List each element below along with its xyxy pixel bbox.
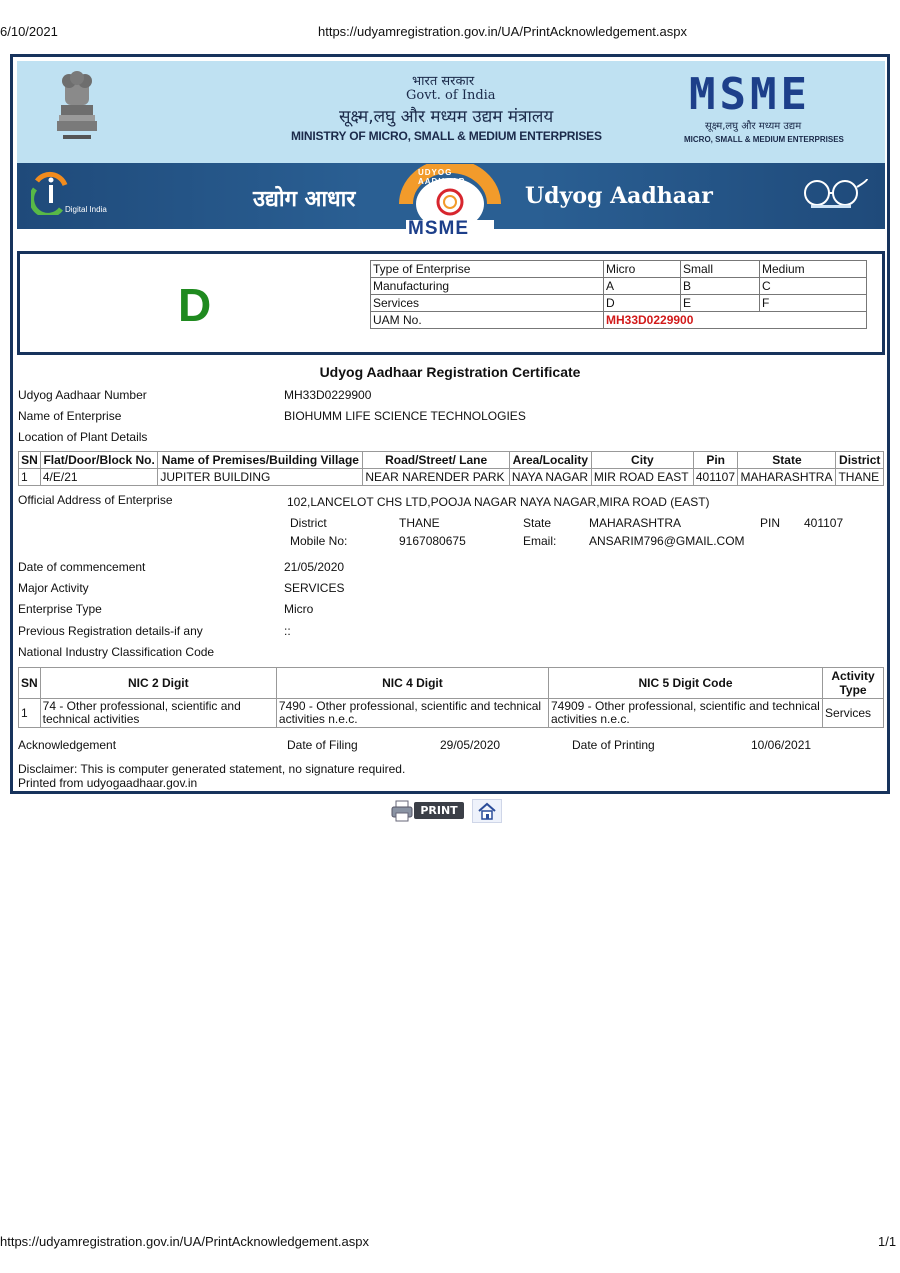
- table-cell: C: [760, 278, 867, 295]
- table-header: SN: [19, 668, 41, 699]
- enterprise-type-label: Enterprise Type: [18, 602, 102, 616]
- enterprise-name-value: BIOHUMM LIFE SCIENCE TECHNOLOGIES: [284, 409, 526, 423]
- table-header: Pin: [693, 452, 738, 469]
- banner-top: [17, 61, 885, 163]
- table-cell: THANE: [836, 469, 884, 486]
- plant-location-table: [18, 451, 884, 486]
- printing-date-value: 10/06/2021: [751, 738, 812, 752]
- msme-hindi-text: सूक्ष्म,लघु और मध्यम उद्यम: [705, 121, 802, 132]
- major-activity-label: Major Activity: [18, 581, 89, 595]
- print-url: https://udyamregistration.gov.in/UA/PrintAcknowledgement.aspx: [318, 24, 687, 39]
- certificate-title: Udyog Aadhaar Registration Certificate: [319, 364, 581, 380]
- filing-date-value: 29/05/2020: [440, 738, 501, 752]
- uam-label: UAM No.: [371, 312, 604, 329]
- commencement-label: Date of commencement: [18, 560, 146, 574]
- enterprise-type-value: Micro: [284, 602, 314, 616]
- category-letter: D: [178, 279, 212, 331]
- pin-value: 401107: [804, 516, 844, 530]
- commencement-value: 21/05/2020: [284, 560, 345, 574]
- table-header: Flat/Door/Block No.: [40, 452, 158, 469]
- table-header: NIC 5 Digit Code: [548, 668, 822, 699]
- table-header: Name of Premises/Building Village: [158, 452, 363, 469]
- table-cell: 1: [19, 469, 41, 486]
- msme-sub-text: MICRO, SMALL & MEDIUM ENTERPRISES: [684, 135, 844, 144]
- district-label: District: [290, 516, 327, 530]
- uan-label: Udyog Aadhaar Number: [18, 388, 147, 402]
- mobile-label: Mobile No:: [290, 534, 348, 548]
- footer-page-number: 1/1: [878, 1234, 897, 1249]
- aadhaar-arc-text: UDYOG AADHAAR: [418, 168, 466, 186]
- table-cell: Micro: [604, 261, 681, 278]
- udyog-aadhaar-logo: [398, 164, 502, 238]
- uan-value: MH33D0229900: [284, 388, 372, 402]
- table-cell: E: [681, 295, 760, 312]
- udyog-english-title: Udyog Aadhaar: [525, 183, 713, 209]
- acknowledgement-label: Acknowledgement: [18, 738, 117, 752]
- address-label: Official Address of Enterprise: [18, 493, 173, 507]
- nic-table: [18, 667, 884, 728]
- table-cell: MAHARASHTRA: [738, 469, 836, 486]
- print-button-label: PRINT: [414, 802, 464, 819]
- home-icon: [473, 800, 501, 822]
- table-header: Road/Street/ Lane: [363, 452, 509, 469]
- nic-label: National Industry Classification Code: [18, 645, 215, 659]
- udyog-hindi-title: उद्योग आधार: [253, 187, 356, 212]
- digital-india-text: Digital India: [65, 205, 107, 214]
- enterprise-type-table: [370, 260, 867, 329]
- table-cell: Manufacturing: [371, 278, 604, 295]
- email-value: ANSARIM796@GMAIL.COM: [589, 534, 745, 548]
- table-row: [371, 261, 867, 278]
- state-label: State: [523, 516, 552, 530]
- print-date: 6/10/2021: [0, 24, 58, 39]
- table-cell: 74909 - Other professional, scientific and technical activities n.e.c.: [548, 699, 822, 728]
- hindi-ministry-text: सूक्ष्म,लघु और मध्यम उद्यम मंत्रालय: [339, 107, 554, 127]
- table-cell: Services: [823, 699, 884, 728]
- mobile-value: 9167080675: [399, 534, 466, 548]
- table-cell: MIR ROAD EAST: [591, 469, 693, 486]
- table-header: Area/Locality: [509, 452, 591, 469]
- footer-url: https://udyamregistration.gov.in/UA/PrintAcknowledgement.aspx: [0, 1234, 369, 1249]
- email-label: Email:: [523, 534, 557, 548]
- pin-label: PIN: [760, 516, 781, 530]
- table-cell: Type of Enterprise: [371, 261, 604, 278]
- table-cell: D: [604, 295, 681, 312]
- table-cell: 1: [19, 699, 41, 728]
- govt-of-india-text: Govt. of India: [406, 88, 496, 103]
- table-header: SN: [19, 452, 41, 469]
- uam-number: MH33D0229900: [604, 312, 867, 329]
- aadhaar-msme-text: MSME: [408, 218, 469, 239]
- table-row: [19, 699, 884, 728]
- table-header-row: [19, 668, 884, 699]
- table-header: NIC 2 Digit: [40, 668, 276, 699]
- table-header: State: [738, 452, 836, 469]
- hindi-gov-text: भारत सरकार: [412, 74, 475, 89]
- printer-icon: [390, 799, 414, 823]
- table-cell: Services: [371, 295, 604, 312]
- district-value: THANE: [399, 516, 440, 530]
- printing-date-label: Date of Printing: [572, 738, 655, 752]
- table-row: [371, 278, 867, 295]
- table-cell: 401107: [693, 469, 738, 486]
- table-cell: A: [604, 278, 681, 295]
- swachh-bharat-glasses-icon: [797, 177, 869, 211]
- ministry-text: MINISTRY OF MICRO, SMALL & MEDIUM ENTERPRISES: [291, 129, 602, 143]
- table-header: Activity Type: [823, 668, 884, 699]
- table-row: [371, 295, 867, 312]
- address-line: 102,LANCELOT CHS LTD,POOJA NAGAR NAYA NAGAR,MIRA ROAD (EAST): [287, 495, 710, 509]
- table-cell: JUPITER BUILDING: [158, 469, 363, 486]
- table-cell: 4/E/21: [40, 469, 158, 486]
- previous-registration-label: Previous Registration details-if any: [18, 624, 203, 638]
- table-header: District: [836, 452, 884, 469]
- table-cell: NAYA NAGAR: [509, 469, 591, 486]
- disclaimer-text: Disclaimer: This is computer generated statement, no signature required.: [18, 762, 406, 776]
- table-header-row: [19, 452, 884, 469]
- previous-registration-value: ::: [284, 624, 291, 638]
- major-activity-value: SERVICES: [284, 581, 345, 595]
- enterprise-name-label: Name of Enterprise: [18, 409, 122, 423]
- table-cell: F: [760, 295, 867, 312]
- table-header: City: [591, 452, 693, 469]
- ashoka-emblem-icon: [47, 69, 107, 151]
- state-value: MAHARASHTRA: [589, 516, 682, 530]
- table-cell: 7490 - Other professional, scientific and technical activities n.e.c.: [276, 699, 548, 728]
- table-cell: NEAR NARENDER PARK: [363, 469, 509, 486]
- home-button[interactable]: [472, 799, 502, 823]
- table-header: NIC 4 Digit: [276, 668, 548, 699]
- table-row: [371, 312, 867, 329]
- printed-from-text: Printed from udyogaadhaar.gov.in: [18, 776, 198, 790]
- location-label: Location of Plant Details: [18, 430, 148, 444]
- table-cell: B: [681, 278, 760, 295]
- filing-date-label: Date of Filing: [287, 738, 358, 752]
- msme-logo: MSME: [689, 69, 811, 120]
- table-cell: 74 - Other professional, scientific and technical activities: [40, 699, 276, 728]
- table-cell: Small: [681, 261, 760, 278]
- table-cell: Medium: [760, 261, 867, 278]
- table-row: [19, 469, 884, 486]
- print-button[interactable]: [390, 799, 466, 823]
